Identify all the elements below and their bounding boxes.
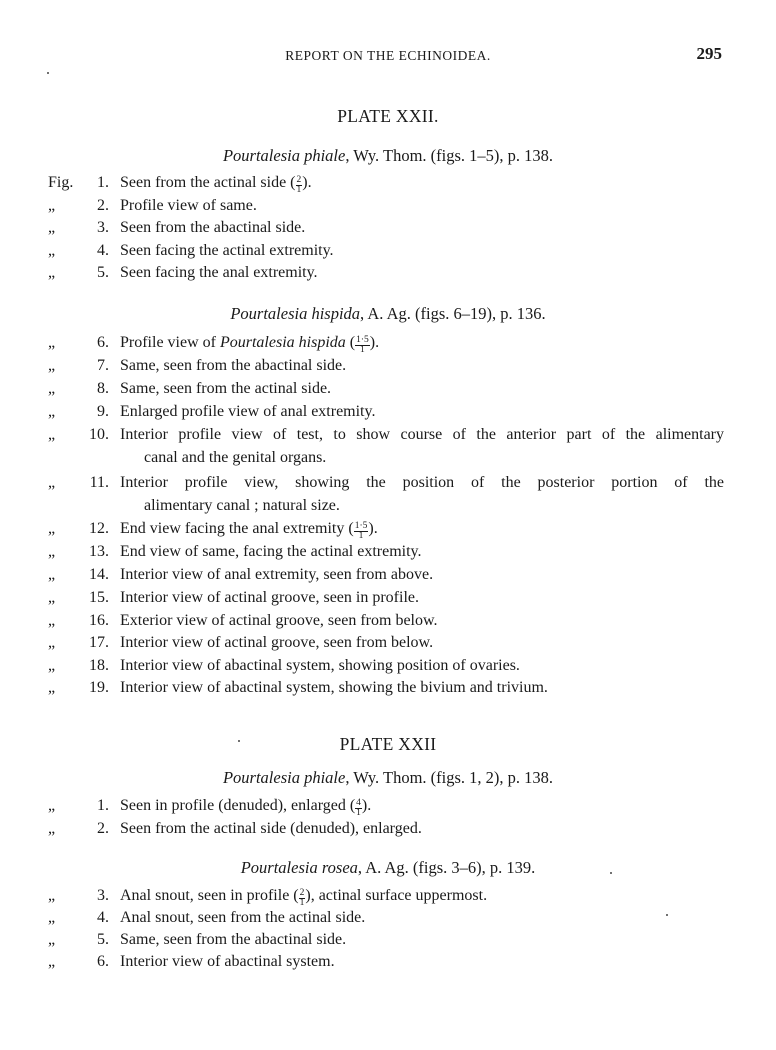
ditto-mark: „	[48, 931, 56, 948]
species-citation: , Wy. Thom. (figs. 1–5), p. 138.	[345, 146, 554, 165]
fig-number: 6.	[97, 953, 109, 970]
fig-text: Enlarged profile view of anal extremity.	[120, 403, 376, 420]
species-name: Pourtalesia phiale	[222, 146, 346, 165]
species-name: Pourtalesia hispida	[230, 304, 361, 323]
fig-text	[120, 332, 724, 355]
fig-text: Interior view of actinal groove, seen in profile.	[120, 589, 419, 606]
fig-number: 15.	[89, 589, 109, 606]
species-citation: , Wy. Thom. (figs. 1, 2), p. 138.	[345, 768, 554, 787]
fig-text	[120, 172, 724, 195]
fig-number: 17.	[89, 634, 109, 651]
magnification-fraction	[354, 522, 369, 541]
fig-text	[120, 885, 724, 908]
fig-text-post: ).	[369, 334, 380, 351]
fig-number: 4.	[97, 242, 109, 259]
ditto-mark: „	[48, 657, 56, 674]
ditto-mark: „	[48, 474, 56, 491]
ditto-mark: „	[48, 634, 56, 651]
fig-text-pre: Anal snout, seen in profile (	[120, 887, 299, 904]
fig-text: Same, seen from the abactinal side.	[120, 357, 347, 374]
ditto-mark: „	[48, 887, 56, 904]
frac-denominator: 1	[296, 185, 302, 195]
frac-numerator: 4	[356, 798, 361, 808]
fig-text: Interior profile view of test, to show course of the anterior part of the alimentary	[120, 426, 724, 443]
fig-text: Interior view of anal extremity, seen from above.	[120, 566, 434, 583]
ditto-mark: „	[48, 679, 56, 696]
fig-number: 10.	[89, 426, 109, 443]
frac-denominator: 1	[358, 531, 364, 541]
fig-text-pre: Seen in profile (denuded), enlarged (	[120, 797, 356, 814]
fig-text: Exterior view of actinal groove, seen from below.	[120, 612, 438, 629]
species-citation: , A. Ag. (figs. 3–6), p. 139.	[357, 858, 536, 877]
fig-number: 1.	[97, 797, 109, 814]
running-title: REPORT ON THE ECHINOIDEA.	[285, 48, 491, 63]
fig-text: Anal snout, seen from the actinal side.	[120, 909, 366, 926]
fig-text: Interior profile view, showing the position of the posterior portion of the	[120, 474, 724, 491]
ditto-mark: „	[48, 380, 56, 397]
fig-number: 4.	[97, 909, 109, 926]
species-heading	[0, 858, 776, 878]
ditto-mark: „	[48, 612, 56, 629]
print-speck	[238, 740, 240, 742]
fig-text-pre: End view facing the anal extremity (	[120, 520, 354, 537]
fig-text: Seen facing the anal extremity.	[120, 264, 318, 281]
frac-denominator: 1	[356, 808, 361, 818]
ditto-mark: „	[48, 403, 56, 420]
fig-text	[120, 518, 724, 541]
fig-text: Same, seen from the actinal side.	[120, 380, 332, 397]
fig-text-italic: Pourtalesia hispida	[219, 334, 346, 351]
print-speck	[610, 872, 612, 874]
ditto-mark: „	[48, 820, 56, 837]
fig-number: 14.	[89, 566, 109, 583]
print-speck	[47, 72, 49, 74]
frac-numerator: 2	[296, 175, 302, 185]
fig-number: 11.	[89, 474, 109, 491]
fig-number: 3.	[97, 219, 109, 236]
frac-numerator: 2	[299, 888, 305, 898]
fig-text: Same, seen from the abactinal side.	[120, 931, 347, 948]
plate-title: PLATE XXII	[339, 734, 437, 754]
fig-text: Interior view of abactinal system.	[120, 953, 335, 970]
page-number: 295	[696, 44, 722, 63]
ditto-mark: „	[48, 520, 56, 537]
fig-label: Fig.	[48, 174, 74, 191]
ditto-mark: „	[48, 589, 56, 606]
fig-text: Seen from the abactinal side.	[120, 219, 306, 236]
fig-number: 3.	[97, 887, 109, 904]
species-name: Pourtalesia phiale	[222, 768, 346, 787]
fig-number: 5.	[97, 264, 109, 281]
fig-text-post: ), actinal surface uppermost.	[305, 887, 488, 904]
ditto-mark: „	[48, 543, 56, 560]
fig-number: 18.	[89, 657, 109, 674]
fig-number: 19.	[89, 679, 109, 696]
fig-number: 7.	[97, 357, 109, 374]
frac-denominator: 1	[299, 898, 305, 908]
print-speck	[666, 914, 668, 916]
magnification-fraction	[355, 799, 362, 818]
fig-text: Interior view of actinal groove, seen from below.	[120, 634, 434, 651]
fig-text: Seen facing the actinal extremity.	[120, 242, 334, 259]
species-name: Pourtalesia rosea	[240, 858, 358, 877]
fig-text-post: ).	[368, 520, 378, 537]
magnification-fraction	[355, 336, 370, 355]
fig-text-continued: alimentary canal ; natural size.	[144, 497, 340, 514]
fig-number: 2.	[97, 197, 109, 214]
ditto-mark: „	[48, 357, 56, 374]
fig-number: 8.	[97, 380, 109, 397]
fig-number: 2.	[97, 820, 109, 837]
fig-number: 1.	[97, 174, 109, 191]
fig-number: 16.	[89, 612, 109, 629]
fig-number: 12.	[89, 520, 109, 537]
fig-number: 13.	[89, 543, 109, 560]
ditto-mark: „	[48, 953, 56, 970]
fig-text: Seen from the actinal side (denuded), enlarged.	[120, 820, 422, 837]
fig-text-post: ).	[302, 174, 312, 191]
species-heading	[0, 768, 776, 788]
fig-text-continued: canal and the genital organs.	[144, 449, 327, 466]
frac-numerator: 1·5	[354, 521, 368, 531]
fig-text-mid: (	[345, 334, 356, 351]
ditto-mark: „	[48, 219, 56, 236]
fig-text-post: ).	[361, 797, 372, 814]
fig-number: 9.	[97, 403, 109, 420]
fig-number: 6.	[97, 334, 109, 351]
fig-text: Profile view of same.	[120, 197, 257, 214]
ditto-mark: „	[48, 426, 56, 443]
species-citation: , A. Ag. (figs. 6–19), p. 136.	[360, 304, 546, 323]
fig-text: Interior view of abactinal system, showing the bivium and trivium.	[120, 679, 548, 696]
fig-number: 5.	[97, 931, 109, 948]
ditto-mark: „	[48, 242, 56, 259]
frac-numerator: 1·5	[356, 335, 369, 345]
ditto-mark: „	[48, 197, 56, 214]
fig-text: Interior view of abactinal system, showing position of ovaries.	[120, 657, 520, 674]
fig-text: End view of same, facing the actinal extremity.	[120, 543, 422, 560]
fig-text-pre: Profile view of	[120, 334, 220, 351]
ditto-mark: „	[48, 797, 56, 814]
frac-denominator: 1	[360, 345, 365, 355]
plate-title: PLATE XXII.	[337, 106, 439, 126]
ditto-mark: „	[48, 566, 56, 583]
fig-text-pre: Seen from the actinal side (	[120, 174, 296, 191]
fig-text	[120, 795, 724, 818]
species-heading	[0, 146, 776, 166]
ditto-mark: „	[48, 264, 56, 281]
species-heading	[0, 304, 776, 324]
ditto-mark: „	[48, 909, 56, 926]
ditto-mark: „	[48, 334, 56, 351]
